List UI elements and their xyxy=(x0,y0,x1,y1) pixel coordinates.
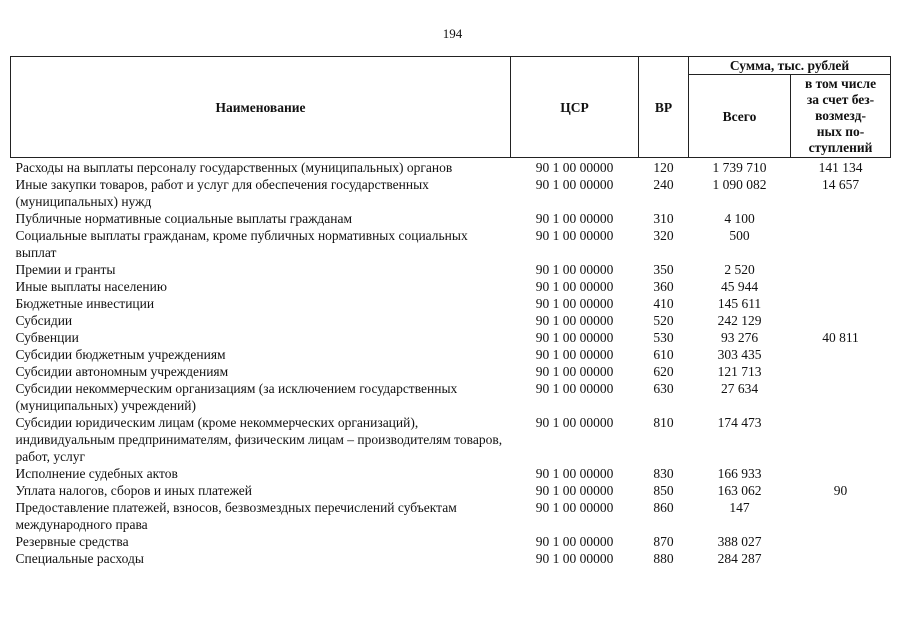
row-total: 27 634 xyxy=(720,381,759,396)
row-grants: 90 xyxy=(833,483,848,498)
table-row xyxy=(11,465,891,482)
row-total: 4 100 xyxy=(724,211,755,226)
row-name: Уплата налогов, сборов и иных платежей xyxy=(15,483,252,498)
row-grants: 14 657 xyxy=(821,177,860,192)
row-total: 166 933 xyxy=(717,466,762,481)
row-total: 2 520 xyxy=(724,262,755,277)
row-name: Субсидии бюджетным учреждениям xyxy=(15,347,226,362)
row-total: 174 473 xyxy=(717,415,762,430)
header-grants: в том числе за счет без- возмезд- ных по- ступлений xyxy=(791,75,891,158)
row-vr: 610 xyxy=(653,347,674,362)
header-vr: ВР xyxy=(639,57,689,158)
row-csr: 90 1 00 00000 xyxy=(535,551,614,566)
row-csr: 90 1 00 00000 xyxy=(535,279,614,294)
row-csr: 90 1 00 00000 xyxy=(535,415,614,430)
row-vr: 310 xyxy=(653,211,674,226)
table-row xyxy=(11,329,891,346)
row-grants xyxy=(791,346,891,363)
row-grants xyxy=(791,295,891,312)
header-sum-group: Сумма, тыс. рублей xyxy=(689,57,891,75)
row-name: Субсидии некоммерческим организациям (за исключением государственных (муниципальных) учреждений) xyxy=(15,381,458,413)
row-vr: 630 xyxy=(653,381,674,396)
row-grants xyxy=(791,550,891,567)
row-name: Специальные расходы xyxy=(15,551,144,566)
row-total: 145 611 xyxy=(717,296,762,311)
row-name: Бюджетные инвестиции xyxy=(15,296,155,311)
row-total: 45 944 xyxy=(720,279,759,294)
row-vr: 850 xyxy=(653,483,674,498)
row-vr: 410 xyxy=(653,296,674,311)
row-csr: 90 1 00 00000 xyxy=(535,347,614,362)
table-row xyxy=(11,346,891,363)
row-name: Субвенции xyxy=(15,330,79,345)
row-vr: 240 xyxy=(653,177,674,192)
row-vr: 530 xyxy=(653,330,674,345)
table-row xyxy=(11,295,891,312)
row-vr: 830 xyxy=(653,466,674,481)
row-name: Премии и гранты xyxy=(15,262,116,277)
table-row xyxy=(11,363,891,380)
row-total: 93 276 xyxy=(720,330,759,345)
row-vr: 860 xyxy=(653,500,674,515)
row-name: Субсидии xyxy=(15,313,73,328)
row-vr: 360 xyxy=(653,279,674,294)
row-grants xyxy=(791,414,891,465)
row-csr: 90 1 00 00000 xyxy=(535,211,614,226)
row-name: Субсидии юридическим лицам (кроме некоммерческих организаций), индивидуальным предпринимателям, физическим лицам – производителям товаров, работ, услуг xyxy=(15,415,503,464)
row-grants: 40 811 xyxy=(822,330,859,345)
row-total: 147 xyxy=(729,500,750,515)
row-name: Иные закупки товаров, работ и услуг для обеспечения государственных (муниципальных) нужд xyxy=(15,177,429,209)
table-row xyxy=(11,550,891,567)
header-name: Наименование xyxy=(11,57,511,158)
row-grants xyxy=(791,210,891,227)
row-csr: 90 1 00 00000 xyxy=(535,313,614,328)
row-name: Исполнение судебных актов xyxy=(15,466,178,481)
row-vr: 350 xyxy=(653,262,674,277)
row-grants xyxy=(791,533,891,550)
row-csr: 90 1 00 00000 xyxy=(535,296,614,311)
row-total: 500 xyxy=(729,228,750,243)
row-total: 284 287 xyxy=(717,551,762,566)
row-csr: 90 1 00 00000 xyxy=(535,262,614,277)
row-name: Субсидии автономным учреждениям xyxy=(15,364,229,379)
row-csr: 90 1 00 00000 xyxy=(535,177,614,192)
row-vr: 120 xyxy=(653,160,674,175)
row-grants xyxy=(791,363,891,380)
row-grants xyxy=(791,499,891,533)
row-total: 121 713 xyxy=(717,364,762,379)
row-total: 163 062 xyxy=(717,483,762,498)
row-csr: 90 1 00 00000 xyxy=(535,534,614,549)
table-row xyxy=(11,261,891,278)
row-total: 388 027 xyxy=(717,534,762,549)
row-csr: 90 1 00 00000 xyxy=(535,228,614,243)
header-csr: ЦСР xyxy=(511,57,639,158)
row-total: 1 090 082 xyxy=(712,177,767,192)
table-row xyxy=(11,499,891,533)
table-row xyxy=(11,312,891,329)
row-csr: 90 1 00 00000 xyxy=(535,381,614,396)
table-row xyxy=(11,414,891,465)
row-vr: 810 xyxy=(653,415,674,430)
header-total: Всего xyxy=(689,75,791,158)
row-grants xyxy=(791,278,891,295)
row-name: Резервные средства xyxy=(15,534,129,549)
table-row xyxy=(11,210,891,227)
row-vr: 620 xyxy=(653,364,674,379)
table-row xyxy=(11,278,891,295)
row-grants: 141 134 xyxy=(818,160,863,175)
row-vr: 520 xyxy=(653,313,674,328)
table-row xyxy=(11,158,891,177)
table-row xyxy=(11,482,891,499)
table-row xyxy=(11,380,891,414)
row-csr: 90 1 00 00000 xyxy=(535,364,614,379)
table-row xyxy=(11,227,891,261)
row-csr: 90 1 00 00000 xyxy=(535,330,614,345)
row-grants xyxy=(791,380,891,414)
row-grants xyxy=(791,261,891,278)
row-vr: 870 xyxy=(653,534,674,549)
table-row xyxy=(11,533,891,550)
row-vr: 320 xyxy=(653,228,674,243)
table-body xyxy=(11,158,891,568)
table-row xyxy=(11,176,891,210)
row-total: 1 739 710 xyxy=(712,160,767,175)
row-csr: 90 1 00 00000 xyxy=(535,466,614,481)
row-total: 303 435 xyxy=(717,347,762,362)
row-name: Иные выплаты населению xyxy=(15,279,167,294)
row-grants xyxy=(791,227,891,261)
row-name: Социальные выплаты гражданам, кроме публичных нормативных социальных выплат xyxy=(15,228,468,260)
row-csr: 90 1 00 00000 xyxy=(535,483,614,498)
row-csr: 90 1 00 00000 xyxy=(535,160,614,175)
row-name: Расходы на выплаты персоналу государственных (муниципальных) органов xyxy=(15,160,453,175)
page-number: 194 xyxy=(442,26,463,41)
row-grants xyxy=(791,312,891,329)
row-vr: 880 xyxy=(653,551,674,566)
table-header xyxy=(11,57,891,158)
row-grants xyxy=(791,465,891,482)
row-name: Публичные нормативные социальные выплаты гражданам xyxy=(15,211,353,226)
expenses-table xyxy=(10,56,891,567)
row-total: 242 129 xyxy=(717,313,762,328)
row-name: Предоставление платежей, взносов, безвозмездных перечислений субъектам международного права xyxy=(15,500,457,532)
row-csr: 90 1 00 00000 xyxy=(535,500,614,515)
